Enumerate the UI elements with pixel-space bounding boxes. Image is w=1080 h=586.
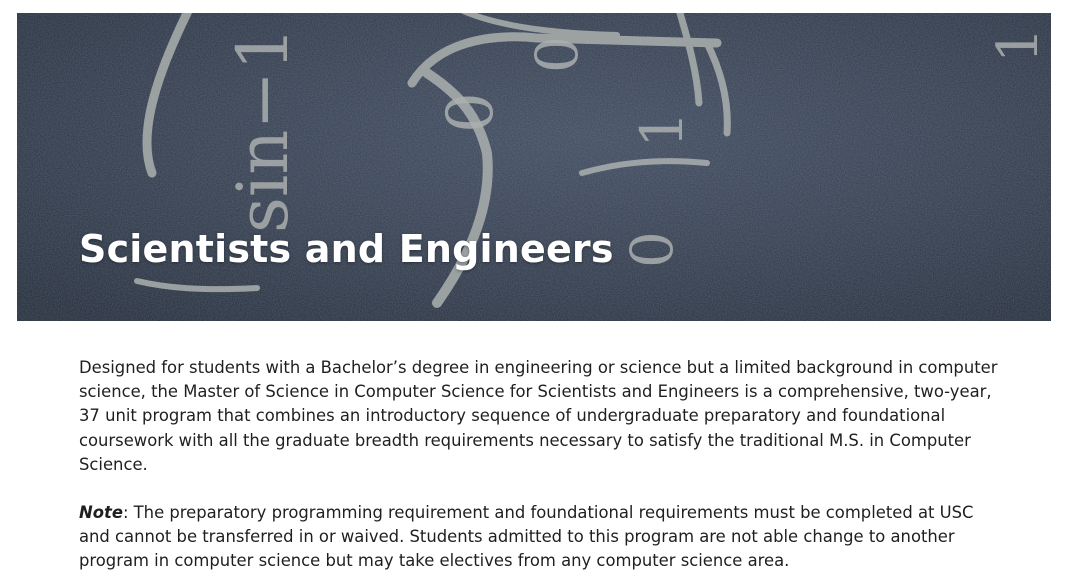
svg-text:0: 0 xyxy=(618,231,686,268)
note-paragraph xyxy=(79,501,1009,574)
program-description xyxy=(79,356,1009,574)
svg-text:0: 0 xyxy=(523,36,591,73)
hero-banner xyxy=(17,13,1051,321)
svg-text:1: 1 xyxy=(628,111,696,148)
note-text: : The preparatory programming requirement and foundational requirements must be completed at USC and cannot be transferred in or waived. Students admitted to this program are not able change to another program in computer science but may take electives from any computer science area. xyxy=(79,503,974,571)
svg-text:1: 1 xyxy=(986,27,1051,63)
note-label: Note xyxy=(79,503,123,523)
intro-paragraph: Designed for students with a Bachelor’s degree in engineering or science but a limited background in computer science, the Master of Science in Computer Science for Scientists and Engineers is a comprehensive, two-year, 37 unit program that combines an introductory sequence of undergraduate preparatory and foundational coursework with all the graduate breadth requirements necessary to satisfy the traditional M.S. in Computer Science. xyxy=(79,358,998,474)
svg-text:sin−1: sin−1 xyxy=(222,26,304,233)
svg-text:0: 0 xyxy=(434,92,508,133)
hero-background-image xyxy=(17,13,1051,321)
page-title: Scientists and Engineers xyxy=(79,227,614,271)
